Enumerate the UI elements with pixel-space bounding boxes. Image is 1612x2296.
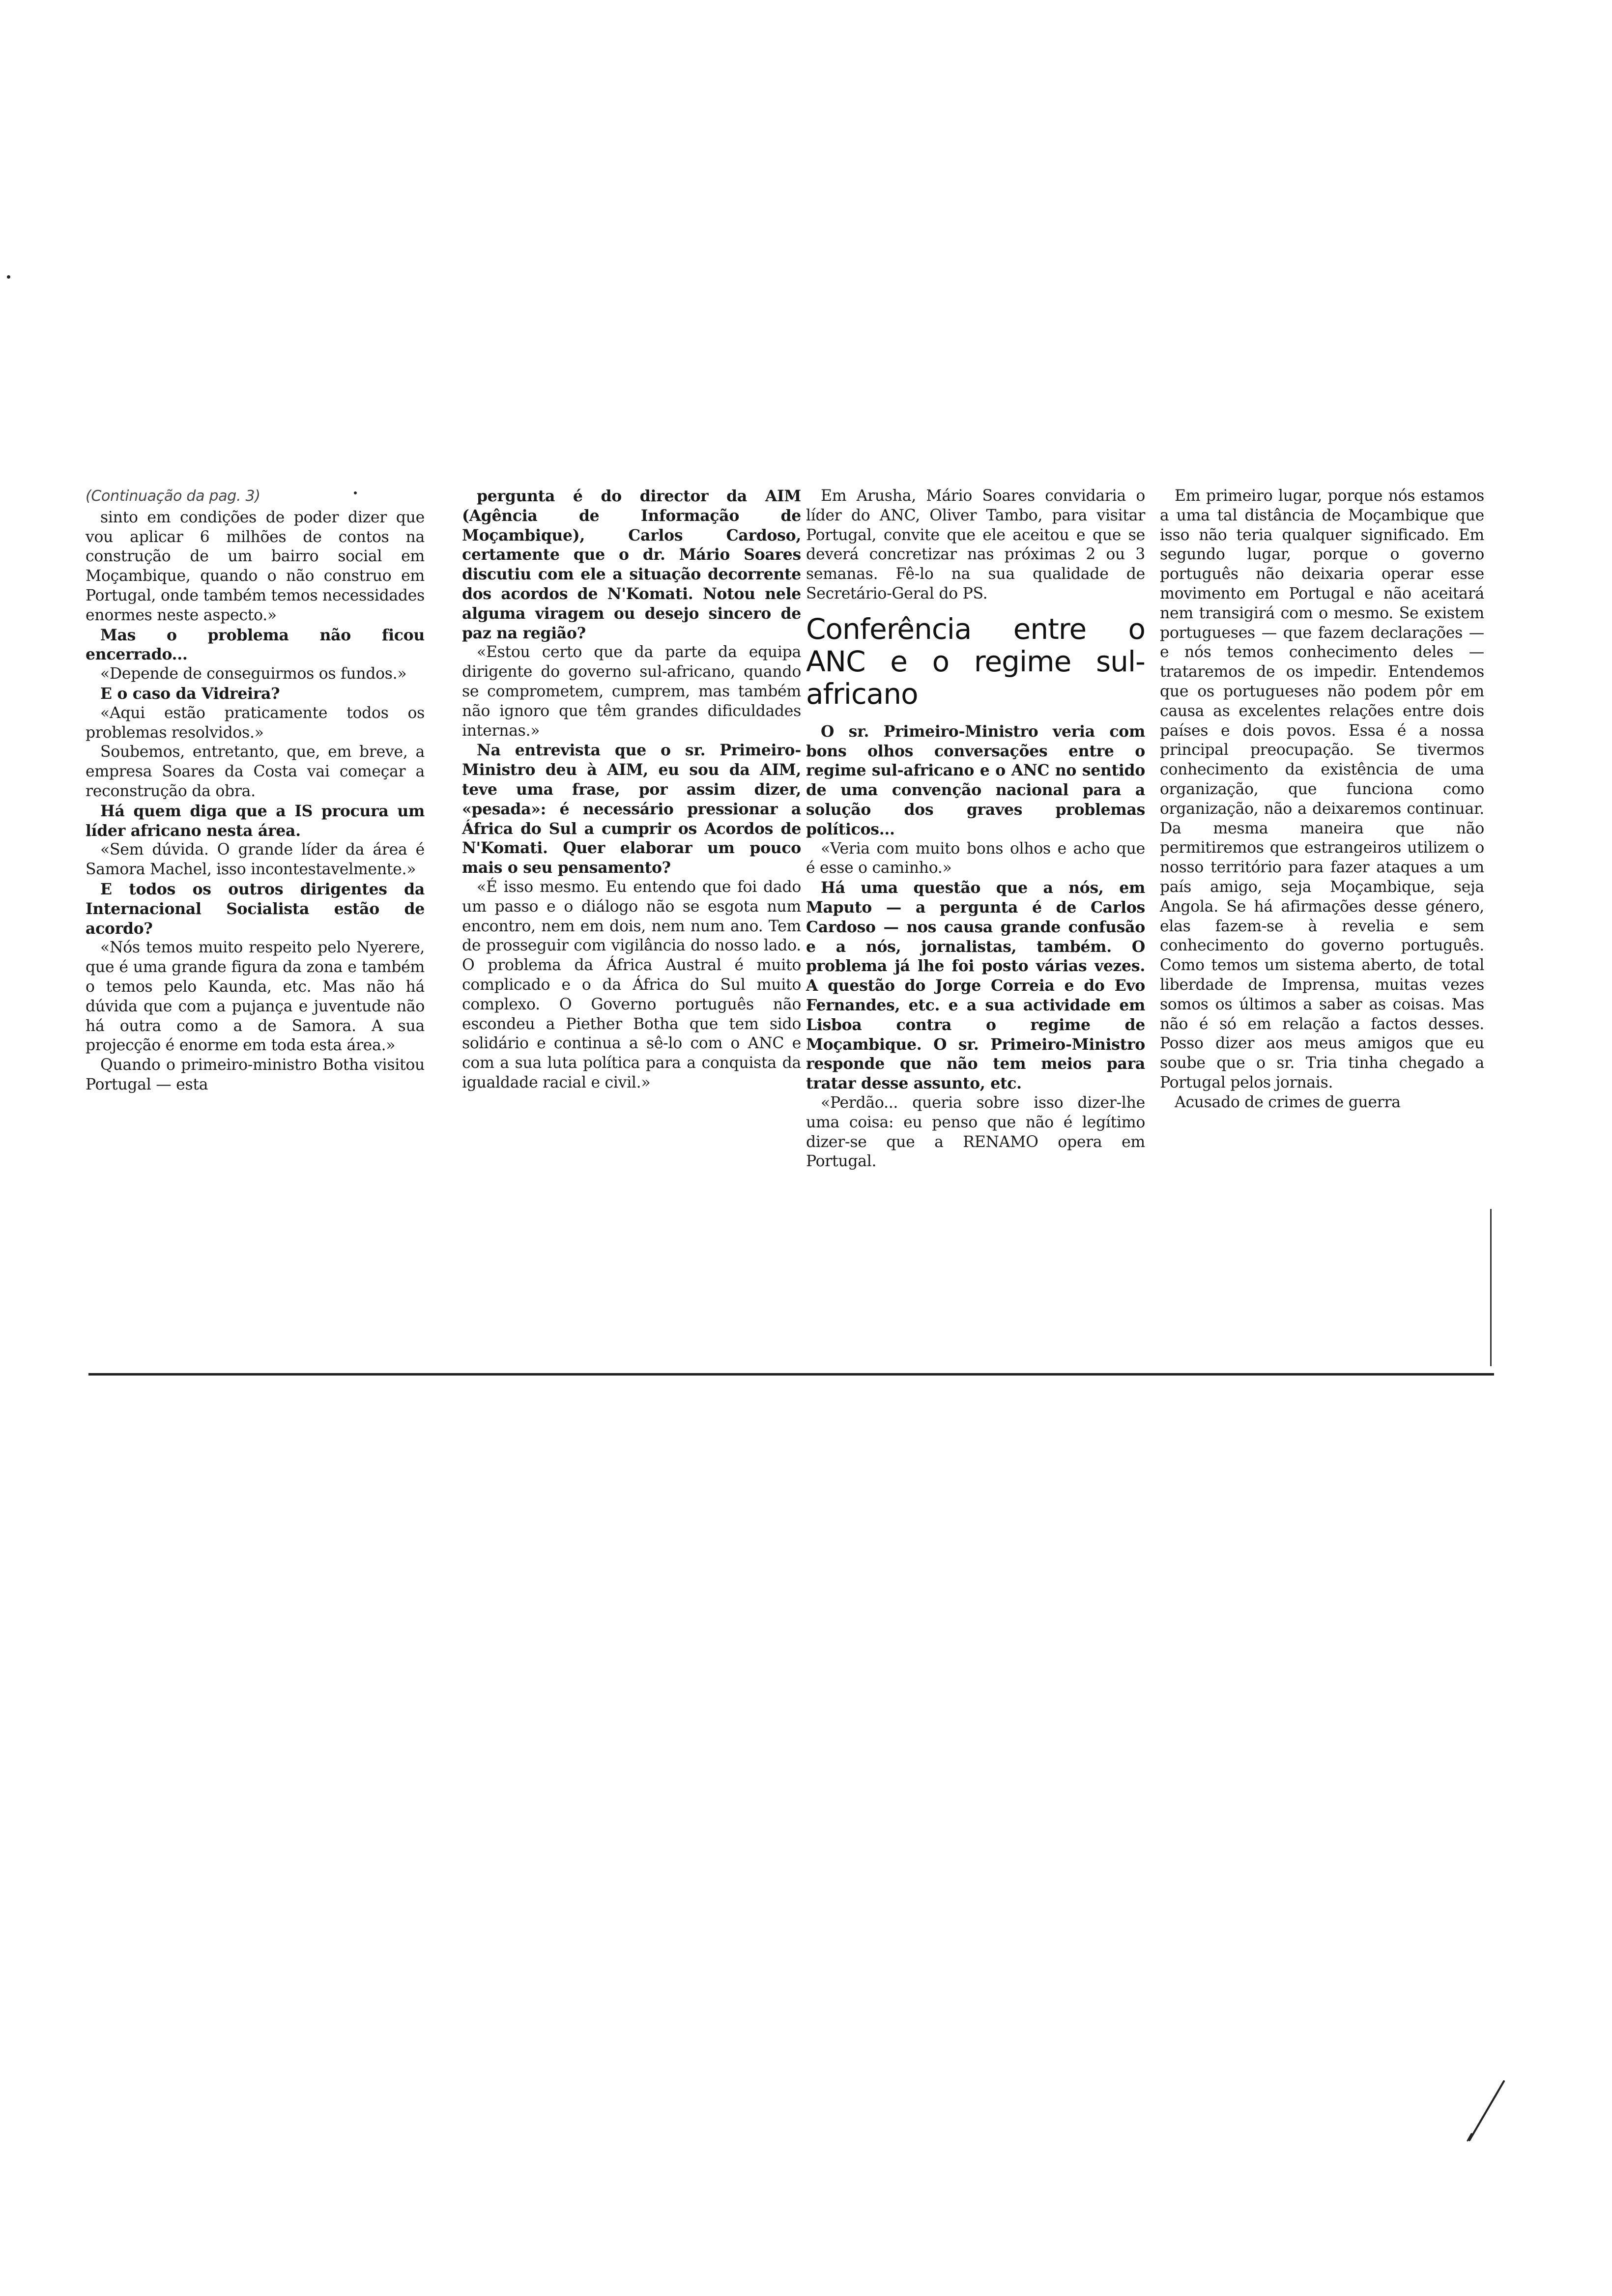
article-column-3	[806, 487, 1145, 1172]
newspaper-clipping	[84, 472, 1494, 1381]
column-2-paragraphs	[462, 487, 801, 1093]
article-paragraph: Mas o problema não ficou encerrado...	[86, 626, 425, 664]
article-paragraph: sinto em condições de poder dizer que vou aplicar 6 milhões de contos na construção de um bairro social em Moçambique, quando o não construo em Portugal, onde também temos necessidades enormes neste aspecto.»	[86, 508, 425, 624]
scan-speck	[7, 275, 10, 279]
bottom-rule	[88, 1373, 1494, 1376]
article-paragraph: Há uma questão que a nós, em Maputo — a pergunta é de Carlos Cardoso — nos causa grande confusão e a nós, jornalistas, também. O problema já lhe foi posto várias vezes. A questão do Jorge Correia e do Evo Fernandes, etc. e a sua actividade em Lisboa contra o regime de Moçambique. O sr. Primeiro-Ministro responde que não tem meios para tratar desse assunto, etc.	[806, 879, 1145, 1093]
column-4-paragraphs	[1160, 487, 1484, 1113]
article-paragraph: Em primeiro lugar, porque nós estamos a uma tal distância de Moçambique que isso não teria qualquer significado. Em segundo lugar, porque o governo português não deixaria operar esse movimento em Portugal e não aceitará nem transigirá com o mesmo. Se existem portugueses — que fazem declarações — e nós temos conhecimento deles — trataremos de os impedir. Entendemos que os portugueses não podem pôr em causa as excelentes relações entre dois países e dois povos. Essa é a nossa principal preocupação. Se tivermos conhecimento da existência de uma organização, que funciona como organização, não a deixaremos continuar. Da mesma maneira que não permitiremos que estrangeiros utilizem o nosso território para fazer ataques a um país amigo, seja Moçambique, seja Angola. Se há afirmações desse género, elas fazem-se à revelia e sem conhecimento do governo português. Como temos um sistema aberto, de total liberdade de Imprensa, muitas vezes somos os últimos a saber as coisas. Mas não é só em relação a factos desses. Posso dizer aos meus amigos que eu soube que o sr. Tria tinha chegado a Portugal pelos jornais.	[1160, 487, 1484, 1091]
article-column-2	[462, 487, 801, 1093]
article-paragraph: «É isso mesmo. Eu entendo que foi dado um passo e o diálogo não se esgota num encontro, nem em dois, nem num ano. Tem de prosseguir com vigilância do nosso lado. O problema da África Austral é muito complicado e o da África do Sul muito complexo. O Governo português não escondeu a Piether Botha que tem sido solidário e continua a sê-lo com o ANC e com a sua luta política para a conquista da igualdade racial e civil.»	[462, 878, 801, 1091]
column-3-bottom-paragraphs	[806, 722, 1145, 1172]
article-paragraph: E todos os outros dirigentes da Internacional Socialista estão de acordo?	[86, 880, 425, 938]
article-column-4	[1160, 487, 1484, 1113]
article-paragraph: Soubemos, entretanto, que, em breve, a empresa Soares da Costa vai começar a reconstrução da obra.	[86, 743, 425, 800]
article-paragraph: «Veria com muito bons olhos e acho que é esse o caminho.»	[806, 839, 1145, 877]
column-1-paragraphs	[86, 508, 425, 1095]
article-paragraph: «Sem dúvida. O grande líder da área é Samora Machel, isso incontestavelmente.»	[86, 841, 425, 879]
right-margin-line	[1490, 1209, 1492, 1366]
column-3-top-paragraphs	[806, 487, 1145, 604]
pen-mark	[1465, 2079, 1509, 2143]
article-paragraph: Em Arusha, Mário Soares convidaria o líder do ANC, Oliver Tambo, para visitar Portugal, convite que ele aceitou e que se deverá concretizar nas próximas 2 ou 3 semanas. Fê-lo na sua qualidade de Secretário-Geral do PS.	[806, 487, 1145, 603]
article-paragraph: «Estou certo que da parte da equipa dirigente do governo sul-africano, quando se comprometem, cumprem, mas também não ignoro que têm grandes dificuldades internas.»	[462, 643, 801, 740]
article-paragraph: O sr. Primeiro-Ministro veria com bons olhos conversações entre o regime sul-africano e o ANC no sentido de uma convenção nacional para a solução dos graves problemas políticos...	[806, 722, 1145, 838]
article-paragraph: E o caso da Vidreira?	[100, 684, 280, 703]
article-paragraph: «Perdão... queria sobre isso dizer-lhe uma coisa: eu penso que não é legítimo dizer-se que a RENAMO opera em Portugal.	[806, 1093, 1145, 1171]
continued-from-label: (Continuação da pag. 3)	[86, 488, 260, 505]
article-paragraph: «Nós temos muito respeito pelo Nyerere, que é uma grande figura da zona e também o temos pelo Kaunda, etc. Mas não há dúvida que com a pujança e juventude não há outra como a de Samora. A sua projecção é enorme em toda esta área.»	[86, 939, 425, 1055]
article-paragraph: Na entrevista que o sr. Primeiro-Ministro deu à AIM, eu sou da AIM, teve uma frase, por assim dizer, «pesada»: é necessário pressionar a África do Sul a cumprir os Acordos de N'Komati. Quer elaborar um pouco mais o seu pensamento?	[462, 741, 801, 877]
article-headline: Conferência entre o ANC e o regime sul-africano	[806, 612, 1145, 711]
article-paragraph: Quando o primeiro-ministro Botha visitou Portugal — esta	[86, 1056, 425, 1093]
article-column-1	[86, 487, 425, 1095]
scan-speck	[354, 491, 357, 494]
article-paragraph: Acusado de crimes de guerra	[1175, 1093, 1401, 1111]
article-paragraph: «Depende de conseguirmos os fundos.»	[100, 665, 407, 683]
article-paragraph: Há quem diga que a IS procura um líder africano nesta área.	[86, 802, 425, 840]
article-paragraph: pergunta é do director da AIM (Agência de Informação de Moçambique), Carlos Cardoso, certamente que o dr. Mário Soares discutiu com ele a situação decorrente dos acordos de N'Komati. Notou nele alguma viragem ou desejo sincero de paz na região?	[462, 487, 801, 642]
article-paragraph: «Aqui estão praticamente todos os problemas resolvidos.»	[86, 704, 425, 742]
